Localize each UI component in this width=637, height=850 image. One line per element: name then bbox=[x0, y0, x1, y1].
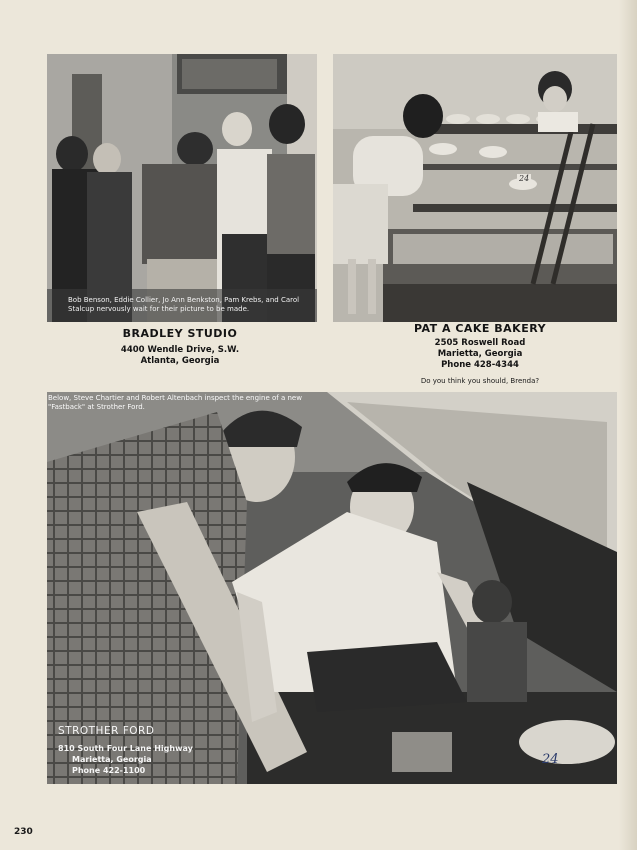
ford-city: Marietta, Georgia bbox=[72, 755, 152, 764]
bakery-ad bbox=[380, 322, 580, 371]
page-edge bbox=[619, 0, 637, 850]
strother-ford-ad bbox=[58, 725, 198, 776]
page-number: 230 bbox=[14, 827, 33, 837]
bakery-city: Marietta, Georgia bbox=[437, 349, 523, 359]
studio-city: Atlanta, Georgia bbox=[140, 356, 220, 366]
bakery-handwriting: 24 bbox=[519, 174, 530, 183]
studio-address: 4400 Wendle Drive, S.W. bbox=[120, 345, 240, 355]
studio-name: BRADLEY STUDIO bbox=[122, 327, 238, 340]
ford-phone: Phone 422-1100 bbox=[72, 766, 146, 775]
ford-name: STROTHER FORD bbox=[58, 725, 155, 737]
bradley-studio-photo bbox=[47, 54, 317, 322]
ford-photo-caption: Below, Steve Chartier and Robert Altenbach inspect the engine of a new "Fastback" at Strother Ford. bbox=[48, 394, 302, 411]
bakery-photo bbox=[333, 54, 617, 322]
bakery-name: PAT A CAKE BAKERY bbox=[413, 322, 547, 335]
studio-photo-caption: Bob Benson, Eddie Collier, Jo Ann Benkston, Pam Krebs, and Carol Stalcup nervously wait for their picture to be made. bbox=[68, 296, 300, 313]
ford-handwriting: 24 bbox=[542, 752, 559, 767]
bakery-phone: Phone 428-4344 bbox=[441, 360, 519, 370]
bakery-address: 2505 Roswell Road bbox=[434, 338, 526, 348]
bakery-photo-caption: Do you think you should, Brenda? bbox=[420, 377, 540, 385]
ford-address: 810 South Four Lane Highway bbox=[58, 744, 193, 753]
bradley-studio-ad bbox=[90, 327, 270, 367]
